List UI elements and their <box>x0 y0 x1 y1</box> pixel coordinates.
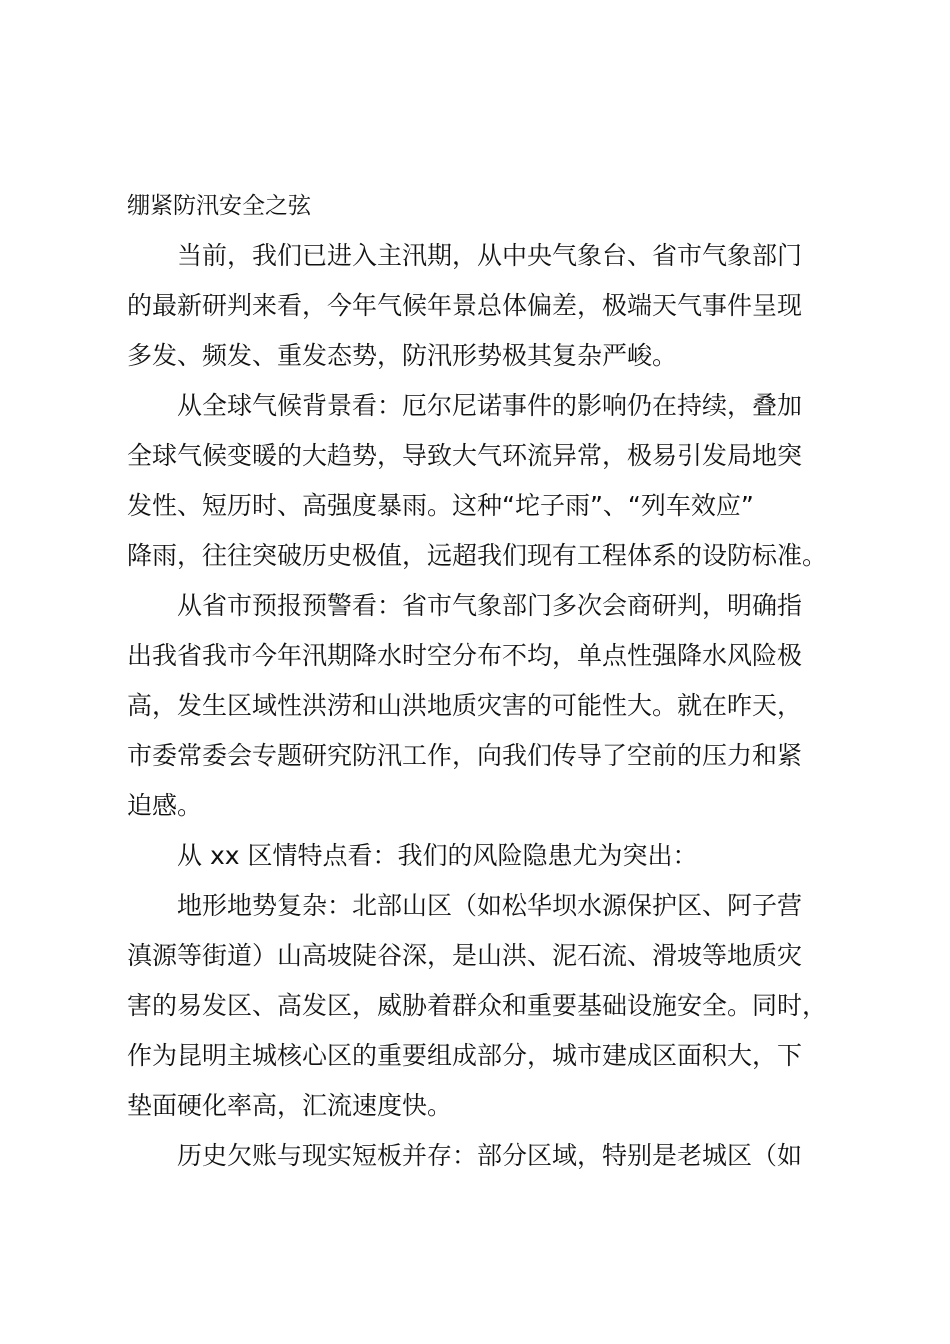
body-line: 降雨，往往突破历史极值，远超我们现有工程体系的设防标准。 <box>127 541 828 570</box>
body-line: 迫感。 <box>127 791 203 820</box>
body-line: 滇源等街道）山高坡陡谷深，是山洪、泥石流、滑坡等地质灾 <box>127 941 803 970</box>
body-line: 作为昆明主城核心区的重要组成部分，城市建成区面积大，下 <box>127 1041 803 1070</box>
body-line: 市委常委会专题研究防汛工作，向我们传导了空前的压力和紧 <box>127 741 803 770</box>
body-line: 高，发生区域性洪涝和山洪地质灾害的可能性大。就在昨天， <box>127 691 803 720</box>
document-title: 绷紧防汛安全之弦 <box>127 193 311 219</box>
body-line: 的最新研判来看，今年气候年景总体偏差，极端天气事件呈现 <box>127 291 803 320</box>
body-line: 多发、频发、重发态势，防汛形势极其复杂严峻。 <box>127 341 678 370</box>
body-line: 垫面硬化率高，汇流速度快。 <box>127 1091 453 1120</box>
body-line: 发性、短历时、高强度暴雨。这种“坨子雨”、“列车效应” <box>127 491 754 520</box>
body-line: 从全球气候背景看：厄尔尼诺事件的影响仍在持续，叠加 <box>127 391 803 420</box>
body-line: 从省市预报预警看：省市气象部门多次会商研判，明确指 <box>127 591 803 620</box>
body-line: 害的易发区、高发区，威胁着群众和重要基础设施安全。同时， <box>127 991 828 1020</box>
body-line: 历史欠账与现实短板并存：部分区域，特别是老城区（如 <box>127 1141 803 1170</box>
body-line: 从 xx 区情特点看：我们的风险隐患尤为突出： <box>127 841 698 870</box>
body-line: 当前，我们已进入主汛期，从中央气象台、省市气象部门 <box>127 241 803 270</box>
body-line: 地形地势复杂：北部山区（如松华坝水源保护区、阿子营 <box>127 891 803 920</box>
body-line: 出我省我市今年汛期降水时空分布不均，单点性强降水风险极 <box>127 641 803 670</box>
body-line: 全球气候变暖的大趋势，导致大气环流异常，极易引发局地突 <box>127 441 803 470</box>
